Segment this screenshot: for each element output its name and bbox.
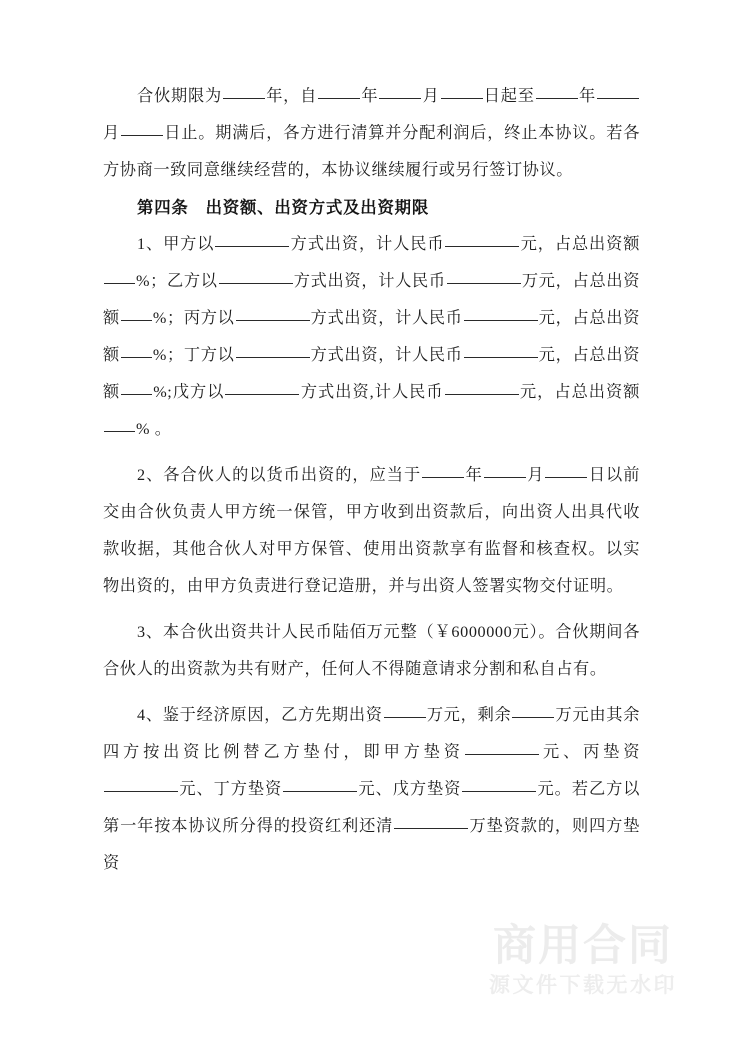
clause-1-c: 元，占总出资额 (520, 235, 640, 253)
clause-1-g: %；丙方以 (152, 309, 235, 327)
blank-party-d-percent[interactable] (121, 381, 152, 395)
blank-start-month[interactable] (379, 85, 421, 99)
clause-4-c: 万元由其余四方按出资比例替乙方垫付，即甲方垫资 (103, 706, 641, 761)
paragraph-partnership-term (103, 78, 640, 189)
blank-party-a-method[interactable] (215, 233, 289, 247)
blank-party-a-percent[interactable] (104, 270, 135, 284)
watermark-main-text: 商用合同 (493, 921, 673, 972)
blank-party-b-method[interactable] (219, 270, 293, 284)
clause-2-a: 各合伙人的以货币出资的，应当于 (163, 466, 422, 484)
term-text-e: 日起至 (483, 87, 535, 105)
clause-1-m: %;戊方以 (153, 383, 225, 401)
term-text-g: 月 (103, 124, 120, 142)
clause-3-text: 本合伙出资共计人民币陆佰万元整（￥6000000元）。合伙期间各合伙人的出资款为共有财产，任何人不得随意请求分割和私自占有。 (103, 623, 640, 678)
clause-title: 出资额、出资方式及出资期限 (205, 198, 430, 217)
clause-1-n: 方式出资,计人民币 (300, 383, 444, 401)
blank-end-day[interactable] (121, 122, 163, 136)
blank-party-d-amount[interactable] (464, 344, 538, 358)
clause-1-k: 方式出资，计人民币 (310, 346, 463, 364)
blank-party-a-amount[interactable] (445, 233, 519, 247)
blank-payment-year[interactable] (422, 464, 464, 478)
blank-party-d-method[interactable] (236, 344, 310, 358)
blank-advance-party-a[interactable] (465, 741, 539, 755)
clause-1-o: 元，占总出资额 (519, 383, 640, 401)
blank-payment-day[interactable] (545, 464, 587, 478)
clause-4-d: 元、丙垫资 (539, 743, 640, 761)
clause-1-e: 方式出资，计人民币 (293, 272, 446, 290)
blank-end-year[interactable] (536, 85, 578, 99)
term-text-c: 年 (361, 87, 379, 105)
watermark-sub-text: 源文件下载无水印 (489, 972, 677, 997)
clause-1-j: %；丁方以 (152, 346, 235, 364)
clause-1-p: % 。 (136, 420, 172, 438)
blank-party-b-initial[interactable] (384, 704, 426, 718)
clause-4-f: 元、戊方垫资 (358, 780, 462, 798)
blank-party-b-percent[interactable] (121, 307, 152, 321)
watermark (452, 921, 714, 1001)
clause-2-b: 年 (465, 466, 483, 484)
blank-start-day[interactable] (441, 85, 483, 99)
paragraph-clause-2 (103, 457, 640, 605)
blank-term-years[interactable] (223, 85, 265, 99)
blank-repayment-amount[interactable] (394, 815, 468, 829)
clause-2-d: 日以前交由合伙负责人甲方统一保管，甲方收到出资款后，向出资人出具代收款收据，其他合伙人对甲方保管、使用出资款享有监督和核查权。以实物出资的，由甲方负责进行登记造册，并与出资人签署实物交付证明。 (103, 466, 641, 595)
term-text-f: 年 (578, 87, 596, 105)
clause-number: 第四条 (137, 198, 189, 217)
clause-4-g: 元。若乙方以第一年按本协议所分得的投资红利还清 (103, 780, 640, 835)
term-text-b: 年，自 (265, 87, 318, 105)
term-text-h: 日止。期满后，各方进行清算并分配利润后，终止本协议。若各方协商一致同意继续经营的，本协议继续履行或另行签订协议。 (103, 124, 640, 179)
blank-party-e-amount[interactable] (445, 381, 519, 395)
blank-party-b-amount[interactable] (447, 270, 521, 284)
document-body (103, 78, 640, 882)
clause-1-h: 方式出资，计人民币 (310, 309, 463, 327)
blank-party-c-percent[interactable] (121, 344, 152, 358)
blank-party-e-percent[interactable] (104, 418, 135, 432)
clause-1-d: %；乙方以 (136, 272, 218, 290)
term-text-d: 月 (422, 87, 440, 105)
clause-1-a: 甲方以 (163, 235, 215, 253)
blank-end-month[interactable] (597, 85, 639, 99)
term-text-a: 合伙期限为 (137, 87, 222, 105)
blank-advance-party-c[interactable] (104, 778, 178, 792)
clause-1-f: 万元，占总出资额 (103, 272, 641, 327)
clause-2-marker: 2、 (137, 466, 164, 484)
clause-2-c: 月 (526, 466, 545, 484)
blank-party-e-method[interactable] (225, 381, 299, 395)
clause-1-marker: 1、 (137, 235, 164, 253)
clause-4-h: 万垫资款的，则四方垫资 (103, 817, 641, 872)
blank-start-year[interactable] (318, 85, 360, 99)
clause-1-l: 元，占总出资额 (103, 346, 640, 401)
clause-1-i: 元，占总出资额 (103, 309, 640, 364)
clause-heading-article-4 (103, 189, 640, 226)
paragraph-clause-4 (103, 697, 640, 882)
blank-payment-month[interactable] (484, 464, 526, 478)
blank-party-c-method[interactable] (236, 307, 310, 321)
clause-4-b: 万元，剩余 (426, 706, 512, 724)
paragraph-clause-3 (103, 614, 640, 688)
clause-4-a: 鉴于经济原因，乙方先期出资 (162, 706, 383, 724)
clause-3-marker: 3、 (137, 623, 163, 641)
paragraph-clause-1 (103, 226, 640, 448)
clause-1-b: 方式出资，计人民币 (290, 235, 445, 253)
blank-party-b-remaining[interactable] (512, 704, 554, 718)
blank-advance-party-e[interactable] (462, 778, 536, 792)
blank-party-c-amount[interactable] (464, 307, 538, 321)
blank-advance-party-d[interactable] (283, 778, 357, 792)
clause-4-marker: 4、 (137, 706, 163, 724)
clause-4-e: 元、丁方垫资 (179, 780, 283, 798)
